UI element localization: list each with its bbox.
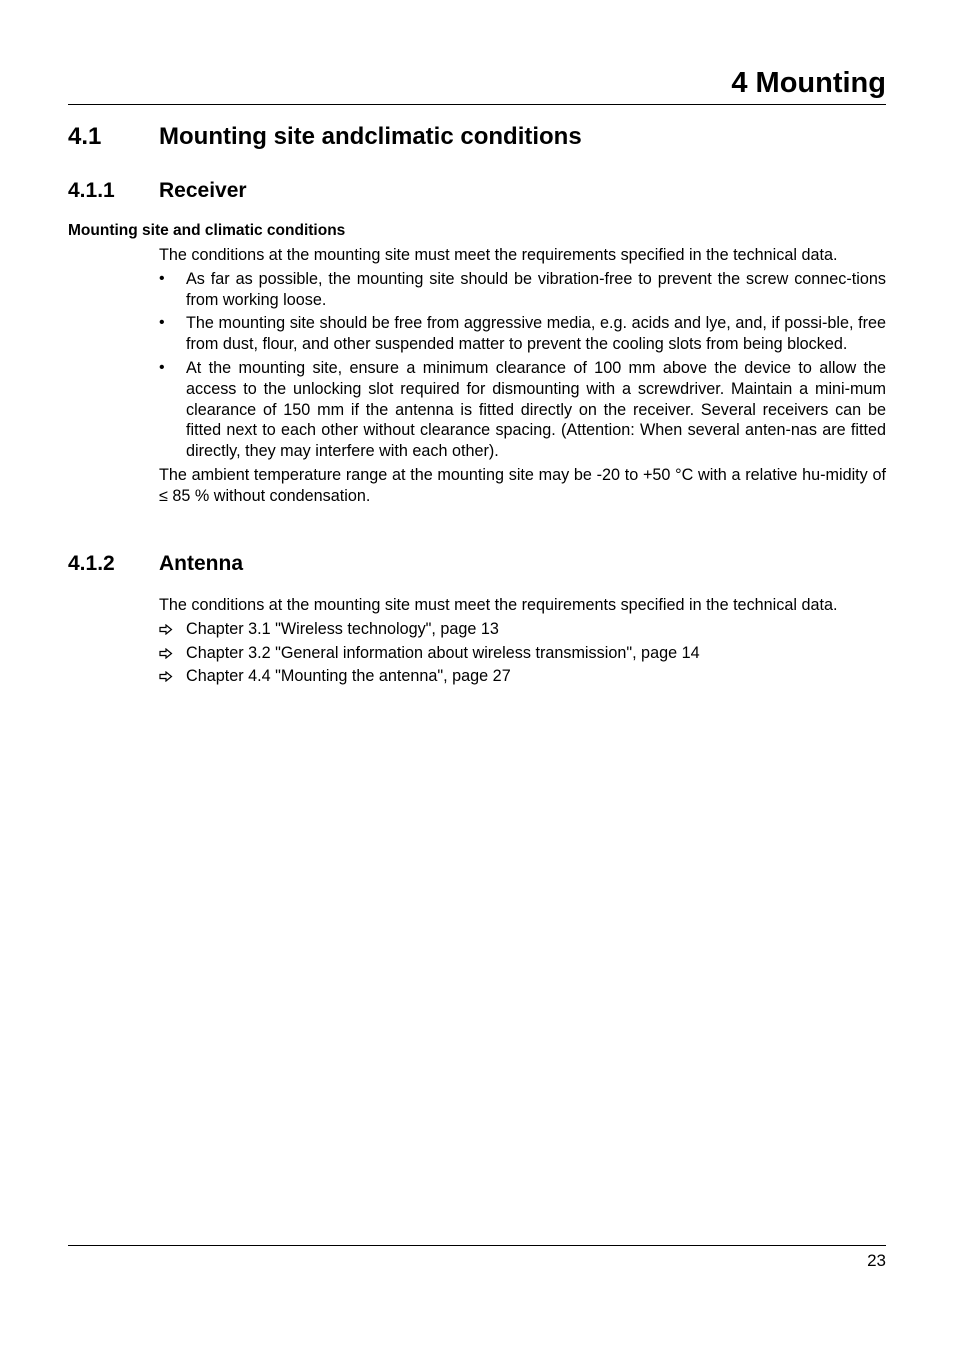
list-item-text: As far as possible, the mounting site should be vibration-free to prevent the screw connec-tions from working loose. xyxy=(186,269,886,309)
receiver-body xyxy=(159,245,886,510)
list-item xyxy=(159,313,886,355)
receiver-closing: The ambient temperature range at the mounting site may be -20 to +50 °C with a relative hu-midity of ≤ 85 % without condensation. xyxy=(159,465,886,505)
footer-rule xyxy=(68,1245,886,1246)
arrow-right-icon xyxy=(159,619,179,635)
antenna-title: Antenna xyxy=(159,552,243,575)
page-number: 23 xyxy=(867,1251,886,1270)
antenna-number: 4.1.2 xyxy=(68,552,115,575)
list-item-text: At the mounting site, ensure a minimum clearance of 100 mm above the device to allow the access to the unlocking slot required for dismounting with a screwdriver. Maintain a mini-mum clearance of 150 mm if the antenna is fitted directly on the receiver. Several receivers can be fitted next to each other without clearance spacing. (Attention: When several anten-nas are fitted directly, they may interfere with each other). xyxy=(186,358,886,461)
list-item-text: The mounting site should be free from aggressive media, e.g. acids and lye, and, if possi-ble, free from dust, flour, and other suspended matter to prevent the cooling slots from being blocked. xyxy=(186,314,886,354)
chapter-title: 4 Mounting xyxy=(731,67,886,99)
receiver-number: 4.1.1 xyxy=(68,179,115,202)
reference-text[interactable]: Chapter 3.1 "Wireless technology", page 13 xyxy=(186,619,499,638)
list-item xyxy=(159,269,886,311)
antenna-intro: The conditions at the mounting site must meet the requirements specified in the technical data. xyxy=(159,596,838,614)
bullet-icon: • xyxy=(159,358,165,376)
receiver-subheading: Mounting site and climatic conditions xyxy=(68,222,346,239)
bullet-icon: • xyxy=(159,314,165,332)
receiver-heading xyxy=(68,176,247,206)
reference-text[interactable]: Chapter 3.2 "General information about wireless transmission", page 14 xyxy=(186,643,700,662)
receiver-intro: The conditions at the mounting site must meet the requirements specified in the technical data. xyxy=(159,246,838,264)
arrow-right-icon xyxy=(159,643,179,659)
antenna-heading xyxy=(68,549,243,579)
list-item xyxy=(159,358,886,462)
section-number: 4.1 xyxy=(68,123,102,150)
reference-link[interactable] xyxy=(159,619,886,640)
bullet-icon: • xyxy=(159,269,165,287)
reference-link[interactable] xyxy=(159,666,886,687)
arrow-right-icon xyxy=(159,666,179,682)
section-title: Mounting site andclimatic conditions xyxy=(159,123,582,150)
reference-text[interactable]: Chapter 4.4 "Mounting the antenna", page 27 xyxy=(186,667,511,686)
receiver-title: Receiver xyxy=(159,179,247,202)
header-rule xyxy=(68,104,886,105)
antenna-body xyxy=(159,595,886,690)
reference-link[interactable] xyxy=(159,643,886,664)
section-heading xyxy=(68,120,582,154)
